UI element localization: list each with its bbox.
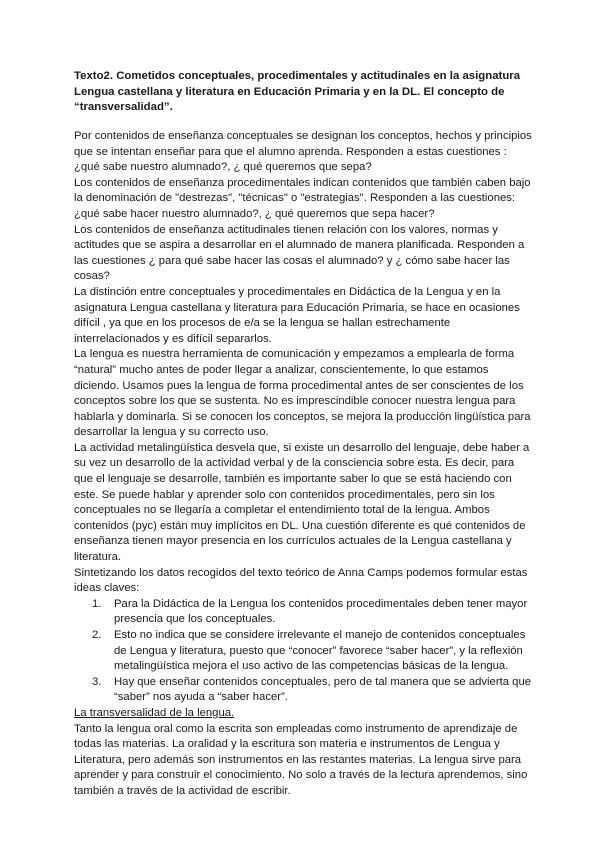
list-item-number: 1. — [92, 597, 102, 610]
list-item-number: 3. — [92, 675, 102, 688]
list-item-text: Para la Didáctica de la Lengua los contenidos procedimentales deben tener mayor presencia que los conceptuales. — [114, 597, 528, 626]
document-title: Texto2. Cometidos conceptuales, procedimentales y actitudinales en la asignatura Lengua castellana y literatura en Educación Primaria y en la DL. El concepto de “transversalidad”. — [74, 70, 521, 113]
list-item-text: Esto no indica que se considere irrelevante el manejo de contenidos conceptuales de Lengua y literatura, puesto que “conocer” favorece “saber hacer”, y la reflexión metalingüística mejora el uso activo de las competencias básicas de la lengua. — [114, 629, 526, 673]
list-item — [92, 675, 534, 706]
section-subheading: La transversalidad de la lengua. — [74, 706, 235, 719]
paragraph-actitudinales: Los contenidos de enseñanza actitudinales tienen relación con los valores, normas y actitudes que se aspira a desarrollar en el alumnado de manera planificada. Responden a las cuestiones ¿ para qué sabe hacer las cosas el alumnado? y ¿ cómo sabe hacer las cosas? — [74, 223, 525, 283]
paragraph-transversalidad: Tanto la lengua oral como la escrita son empleadas como instrumento de aprendizaje de todas las materias. La oralidad y la escritura son materia e instrumentos de Lengua y Literatura, pero además son instrumentos en las restantes materias. La lengua sirve para aprender y para construir el conocimiento. No solo a través de la lectura aprendemos, sino también a través de la actividad de escribir. — [74, 722, 528, 797]
paragraph-metalinguistica: La actividad metalingüística desvela que, si existe un desarrollo del lenguaje, debe haber a su vez un desarrollo de la actividad verbal y de la consciencia sobre esta. Es decir, para que el lenguaje se desarrolle, también es importante saber lo que se está haciendo con este. Se puede hablar y aprender solo con contenidos procedimentales, pero sin los conceptuales no se llegaría a completar el entendimiento total de la lengua. Ambos contenidos (pyc) están muy implícitos en DL. Una cuestión diferente es qué contenidos de enseñanza tienen mayor presencia en los currículos actuales de la Lengua castellana y literatura. — [74, 441, 530, 564]
list-item — [92, 597, 534, 628]
paragraph-conceptuales: Por contenidos de enseñanza conceptuales se designan los conceptos, hechos y principios que se intentan enseñar para que el alumno aprenda. Responden a estas cuestiones : ¿qué sabe nuestro alumnado?, ¿ qué queremos que sepa? — [74, 130, 532, 174]
paragraph-herramienta: La lengua es nuestra herramienta de comunicación y empezamos a emplearla de forma “natural” mucho antes de poder llegar a analizar, conscientemente, lo que estamos diciendo. Usamos pues la lengua de forma procedimental antes de ser conscientes de los conceptos sobre los que se sustenta. No es imprescindible conocer nuestra lengua para hablarla y dominarla. Si se conocen los conceptos, se mejora la producción lingüística para desarrollar la lengua y su correcto uso. — [74, 348, 531, 439]
subheading-line — [74, 706, 534, 722]
list-item-number: 2. — [92, 629, 102, 641]
list-item-text: Hay que enseñar contenidos conceptuales, pero de tal manera que se advierta que “saber” nos ayuda a “saber hacer”. — [114, 675, 532, 704]
paragraph-sintesis: Sintetizando los datos recogidos del texto teórico de Anna Camps podemos formular estas ideas claves: — [74, 566, 528, 595]
paragraph-distincion: La distinción entre conceptuales y procedimentales en Didáctica de la Lengua y en la asignatura Lengua castellana y literatura para Educación Primaria, se hace en ocasiones difícil , ya que en los procesos de e/a se la lengua se hallan estrechamente interrelacionados y es difícil separarlos. — [74, 285, 520, 345]
paragraph-procedimentales: Los contenidos de enseñanza procedimentales indican contenidos que también caben bajo la denominación de "destrezas", "técnicas" o "estrategias". Responden a las cuestiones: ¿qué sabe hacer nuestro alumnado?, ¿ qué queremos que sepa hacer? — [74, 176, 531, 220]
list-item — [92, 628, 534, 675]
key-ideas-list — [74, 597, 534, 706]
document-body — [74, 129, 534, 800]
